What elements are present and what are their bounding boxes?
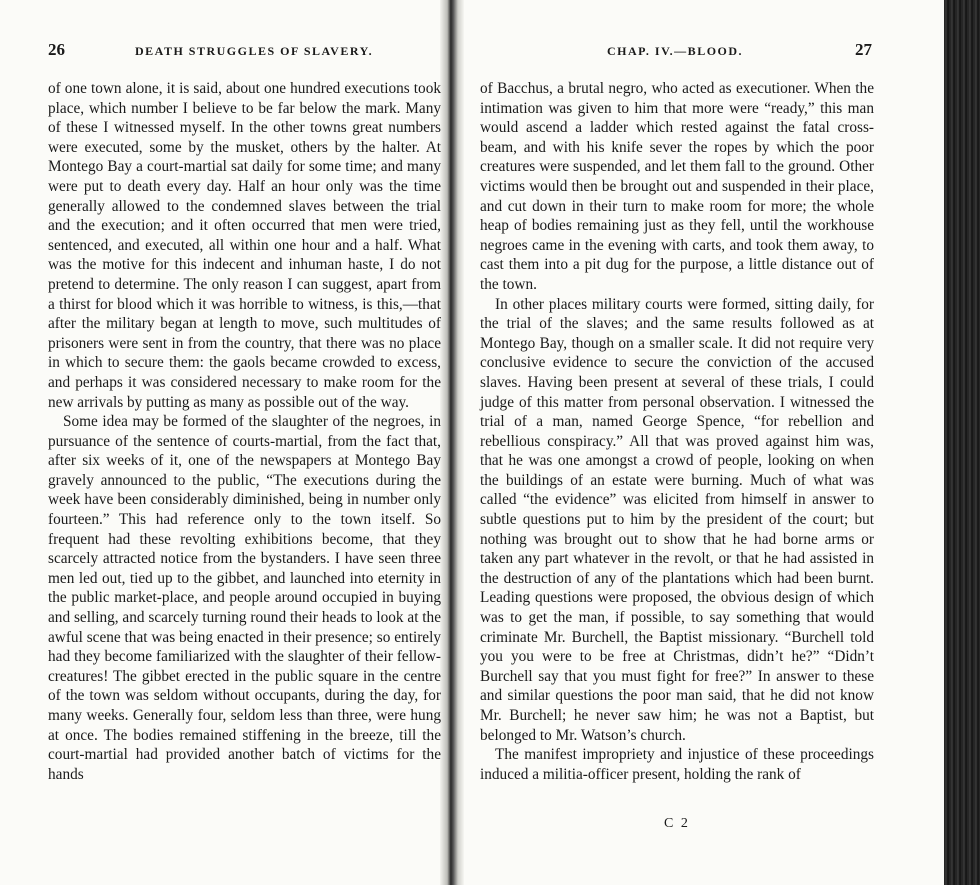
right-paragraph-2: In other places military courts were formed, sitting daily, for the trial of the slaves; and the same results followed as at Montego Bay, though on a smaller scale. It did not require very conclusive evidence to secure the conviction of the accused slaves. Having been present at several of these trials, I could judge of this matter from personal observation. I witnessed the trial of a man, named George Spence, “for rebellion and rebellious conspiracy.” All that was proved against him was, that he was one amongst a crowd of people, looking on when the buildings of an estate were burning. Much of what was called “the evidence” was elicited from himself in answer to subtle questions put to him by the president of the court; but nothing was brought out to show that he had borne arms or taken any part whatever in the revolt, or that he had assisted in the destruction of any of the plantations which had been burnt. Leading questions were proposed, the obvious design of which was to get the man, if possible, to say something that would criminate Mr. Burchell, the Baptist missionary. “Burchell told you you were to be free at Christmas, didn’t he?” “Didn’t Burchell say that you must fight for free?” In answer to these and similar questions the poor man said, that he did not know Mr. Burchell; he never saw him; he was not a Baptist, but belonged to Mr. Watson’s church. <box>480 295 874 744</box>
right-running-head: CHAP. IV.—BLOOD. <box>607 44 744 58</box>
right-page-text <box>480 79 874 784</box>
left-paragraph-2: Some idea may be formed of the slaughter of the negroes, in pursuance of the sentence of courts-martial, from the fact that, after six weeks of it, one of the newspapers at Montego Bay gravely announced to the public, “The executions during the week have been considerably diminished, being in number only fourteen.” This had reference only to the town itself. So frequent had these revolting exhibitions become, that they scarcely attracted notice from the bystanders. I have seen three men led out, tied up to the gibbet, and launched into eternity in the public market-place, and people around occupied in buying and selling, and scarcely turning round their heads to look at the awful scene that was being enacted in their presence; so entirely had they become familiarized with the slaughter of their fellow-creatures! The gibbet erected in the public square in the centre of the town was seldom without occupants, during the day, for many weeks. Generally four, seldom less than three, were hung at once. The bodies remained stiffening in the breeze, till the court-martial had provided another batch of victims for the hands <box>48 413 441 783</box>
left-running-head: DEATH STRUGGLES OF SLAVERY. <box>135 44 374 58</box>
right-paragraph-3: The manifest impropriety and injustice of these proceedings induced a militia-officer present, holding the rank of <box>480 746 874 783</box>
page-edge <box>944 0 980 885</box>
left-page-number: 26 <box>48 40 65 59</box>
left-paragraph-1: of one town alone, it is said, about one hundred executions took place, which number I believe to be far below the mark. Many of these I witnessed myself. In the other towns great numbers were executed, some by the musket, others by the halter. At Montego Bay a court-martial sat daily for some time; and many were put to death every day. Half an hour only was the time generally allowed to the condemned slaves between the trial and the execution; and it often occurred that men were tried, sentenced, and executed, all within one hour and a half. What was the motive for this indecent and inhuman haste, I do not pretend to determine. The only reason I can suggest, apart from a thirst for blood which it was horrible to witness, is this,—that after the military began at length to move, such multitudes of prisoners were sent in from the country, that there was no place in which to secure them: the gaols became crowded to excess, and perhaps it was considered necessary to make room for the new arrivals by putting as many as possible out of the way. <box>48 80 441 411</box>
signature-mark: C 2 <box>664 816 690 831</box>
book-gutter <box>440 0 464 885</box>
right-paragraph-1: of Bacchus, a brutal negro, who acted as executioner. When the intimation was given to him that more were “ready,” this man would ascend a ladder which rested against the fatal cross-beam, and with his knife sever the ropes by which the poor creatures were suspended, and let them fall to the ground. Other victims would then be brought out and suspended in their place, and cut down in their turn to make room for more; the whole heap of bodies remaining just as they fell, until the workhouse negroes came in the evening with carts, and took them away, to cast them into a pit dug for the purpose, a little distance out of the town. <box>480 80 874 293</box>
right-page-number: 27 <box>855 40 872 59</box>
left-page-text <box>48 79 441 784</box>
